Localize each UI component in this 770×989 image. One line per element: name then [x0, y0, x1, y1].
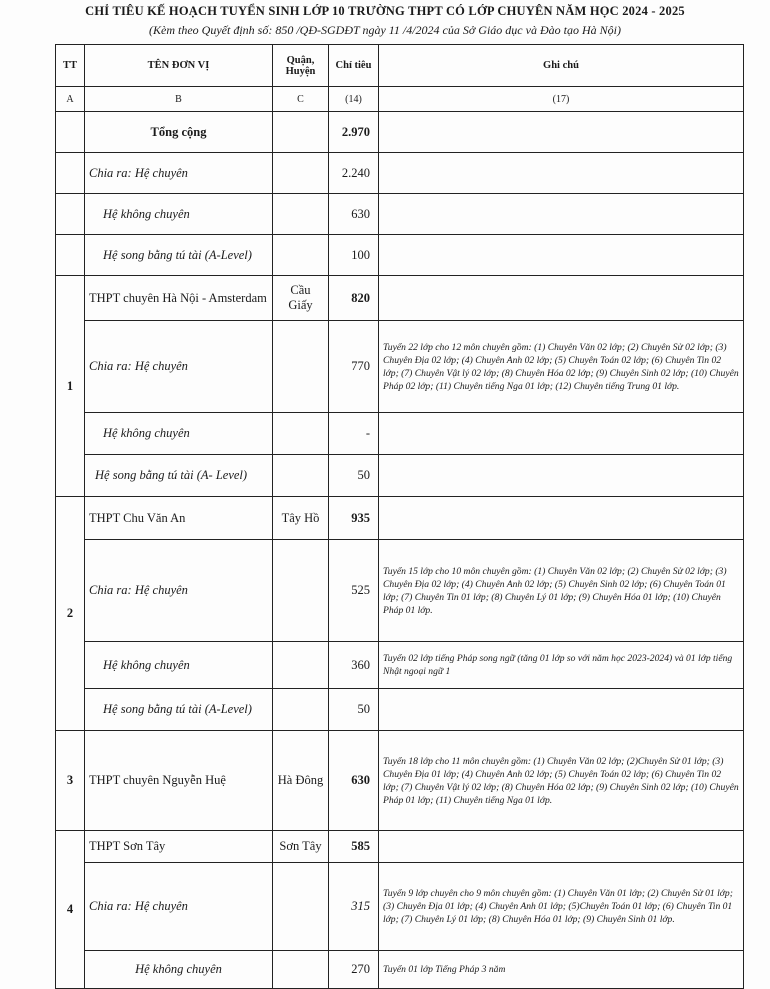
table-row [56, 731, 744, 831]
summary-alevel-value: 100 [329, 235, 379, 276]
school-2-tt: 2 [56, 497, 85, 731]
school-4-name: THPT Sơn Tây [85, 831, 273, 863]
table-row [56, 413, 744, 455]
school-4-nonspecialized-value: 270 [329, 951, 379, 989]
school-1-tt: 1 [56, 276, 85, 497]
school-1-alevel-label: Hệ song bằng tú tài (A- Level) [85, 455, 273, 497]
table-row [56, 194, 744, 235]
school-1-specialized-label: Chia ra: Hệ chuyên [85, 321, 273, 413]
school-1-nonspecialized-value: - [329, 413, 379, 455]
school-3-name: THPT chuyên Nguyễn Huệ [85, 731, 273, 831]
col-name: TÊN ĐƠN VỊ [85, 45, 273, 87]
table-row [56, 321, 744, 413]
school-4-nonspecialized-note: Tuyển 01 lớp Tiếng Pháp 3 năm [379, 951, 744, 989]
document-subtitle: (Kèm theo Quyết định số: 850 /QĐ-SGDĐT ngày 11 /4/2024 của Sở Giáo dục và Đào tạo Hà Nội) [149, 23, 621, 37]
code-district: C [273, 87, 329, 112]
table-row [56, 235, 744, 276]
table-row [56, 689, 744, 731]
code-note: (17) [379, 87, 744, 112]
table-header-row [56, 45, 744, 87]
col-quota: Chỉ tiêu [329, 45, 379, 87]
code-name: B [85, 87, 273, 112]
school-4-tt: 4 [56, 831, 85, 989]
school-3-tt: 3 [56, 731, 85, 831]
summary-nonspecialized-value: 630 [329, 194, 379, 235]
school-3-quota: 630 [329, 731, 379, 831]
table-row [56, 831, 744, 863]
total-value: 2.970 [329, 112, 379, 153]
table-row [56, 276, 744, 321]
school-2-specialized-value: 525 [329, 540, 379, 642]
school-1-alevel-value: 50 [329, 455, 379, 497]
quota-table [55, 44, 744, 989]
school-1-name: THPT chuyên Hà Nội - Amsterdam [85, 276, 273, 321]
table-row [56, 153, 744, 194]
col-district: Quận, Huyện [273, 45, 329, 87]
school-4-specialized-value: 315 [329, 863, 379, 951]
school-4-district: Sơn Tây [273, 831, 329, 863]
summary-nonspecialized-label: Hệ không chuyên [85, 194, 273, 235]
document-title: CHỈ TIÊU KẾ HOẠCH TUYỂN SINH LỚP 10 TRƯỜNG THPT CÓ LỚP CHUYÊN NĂM HỌC 2024 - 2025 [85, 4, 685, 18]
table-row [56, 540, 744, 642]
table-row [56, 455, 744, 497]
school-4-quota: 585 [329, 831, 379, 863]
total-label: Tổng cộng [85, 112, 273, 153]
table-row [56, 497, 744, 540]
table-row [56, 642, 744, 689]
school-3-district: Hà Đông [273, 731, 329, 831]
summary-specialized-label: Chia ra: Hệ chuyên [85, 153, 273, 194]
school-2-specialized-note: Tuyển 15 lớp cho 10 môn chuyên gồm: (1) Chuyên Văn 02 lớp; (2) Chuyên Sử 02 lớp; (3) Chuyên Địa 02 lớp; (4) Chuyên Anh 02 lớp; (5) Chuyên Sinh 02 lớp; (6) Chuyên Toán 01 lớp; (7) Chuyên Tin 01 lớp; (8) Chuyên Lý 01 lớp; (9) Chuyên Hóa 01 lớp; (10) Chuyên Pháp 01 lớp. [379, 540, 744, 642]
col-note: Ghi chú [379, 45, 744, 87]
school-2-alevel-label: Hệ song bằng tú tài (A-Level) [85, 689, 273, 731]
school-2-quota: 935 [329, 497, 379, 540]
school-2-district: Tây Hồ [273, 497, 329, 540]
school-2-nonspecialized-label: Hệ không chuyên [85, 642, 273, 689]
table-code-row [56, 87, 744, 112]
code-quota: (14) [329, 87, 379, 112]
col-tt: TT [56, 45, 85, 87]
school-1-specialized-note: Tuyển 22 lớp cho 12 môn chuyên gồm: (1) Chuyên Văn 02 lớp; (2) Chuyên Sử 02 lớp; (3) Chuyên Địa 02 lớp; (4) Chuyên Anh 02 lớp; (5) Chuyên Toán 02 lớp; (6) Chuyên Tin 02 lớp; (7) Chuyên Vật lý 02 lớp; (8) Chuyên Hóa 02 lớp; (9) Chuyên Sinh 02 lớp; (10) Chuyên Pháp 02 lớp; (11) Chuyên tiếng Nga 01 lớp; (12) Chuyên tiếng Trung 01 lớp. [379, 321, 744, 413]
table-row [56, 112, 744, 153]
summary-specialized-value: 2.240 [329, 153, 379, 194]
school-1-district: Cầu Giấy [273, 276, 329, 321]
school-2-nonspecialized-note: Tuyển 02 lớp tiếng Pháp song ngữ (tăng 01 lớp so với năm học 2023-2024) và 01 lớp tiếng Nhật ngoại ngữ 1 [379, 642, 744, 689]
school-2-specialized-label: Chia ra: Hệ chuyên [85, 540, 273, 642]
school-2-name: THPT Chu Văn An [85, 497, 273, 540]
school-3-note: Tuyển 18 lớp cho 11 môn chuyên gồm: (1) Chuyên Văn 02 lớp; (2)Chuyên Sử 01 lớp; (3) Chuyên Địa 01 lớp; (4) Chuyên Anh 02 lớp; (5) Chuyên Toán 02 lớp; (6) Chuyên Tin 02 lớp; (7) Chuyên Vật lý 02 lớp; (8) Chuyên Hóa 02 lớp; (9) Chuyên Sinh 02 lớp; (10) Chuyên Pháp 01 lớp; (11) Chuyên tiếng Nga 01 lớp. [379, 731, 744, 831]
school-4-specialized-label: Chia ra: Hệ chuyên [85, 863, 273, 951]
school-4-nonspecialized-label: Hệ không chuyên [85, 951, 273, 989]
table-row [56, 863, 744, 951]
school-1-specialized-value: 770 [329, 321, 379, 413]
school-2-nonspecialized-value: 360 [329, 642, 379, 689]
summary-alevel-label: Hệ song bằng tú tài (A-Level) [85, 235, 273, 276]
school-4-specialized-note: Tuyển 9 lớp chuyên cho 9 môn chuyên gồm: (1) Chuyên Văn 01 lớp; (2) Chuyên Sử 01 lớp; (3) Chuyên Địa 01 lớp; (4) Chuyên Anh 01 lớp; (5)Chuyên Toán 01 lớp; (6) Chuyên Tin 01 lớp; (7) Chuyên Lý 01 lớp; (8) Chuyên Hóa 01 lớp; (9) Chuyên Sinh 01 lớp. [379, 863, 744, 951]
school-1-nonspecialized-label: Hệ không chuyên [85, 413, 273, 455]
school-2-alevel-value: 50 [329, 689, 379, 731]
code-tt: A [56, 87, 85, 112]
table-row [56, 951, 744, 989]
school-1-quota: 820 [329, 276, 379, 321]
